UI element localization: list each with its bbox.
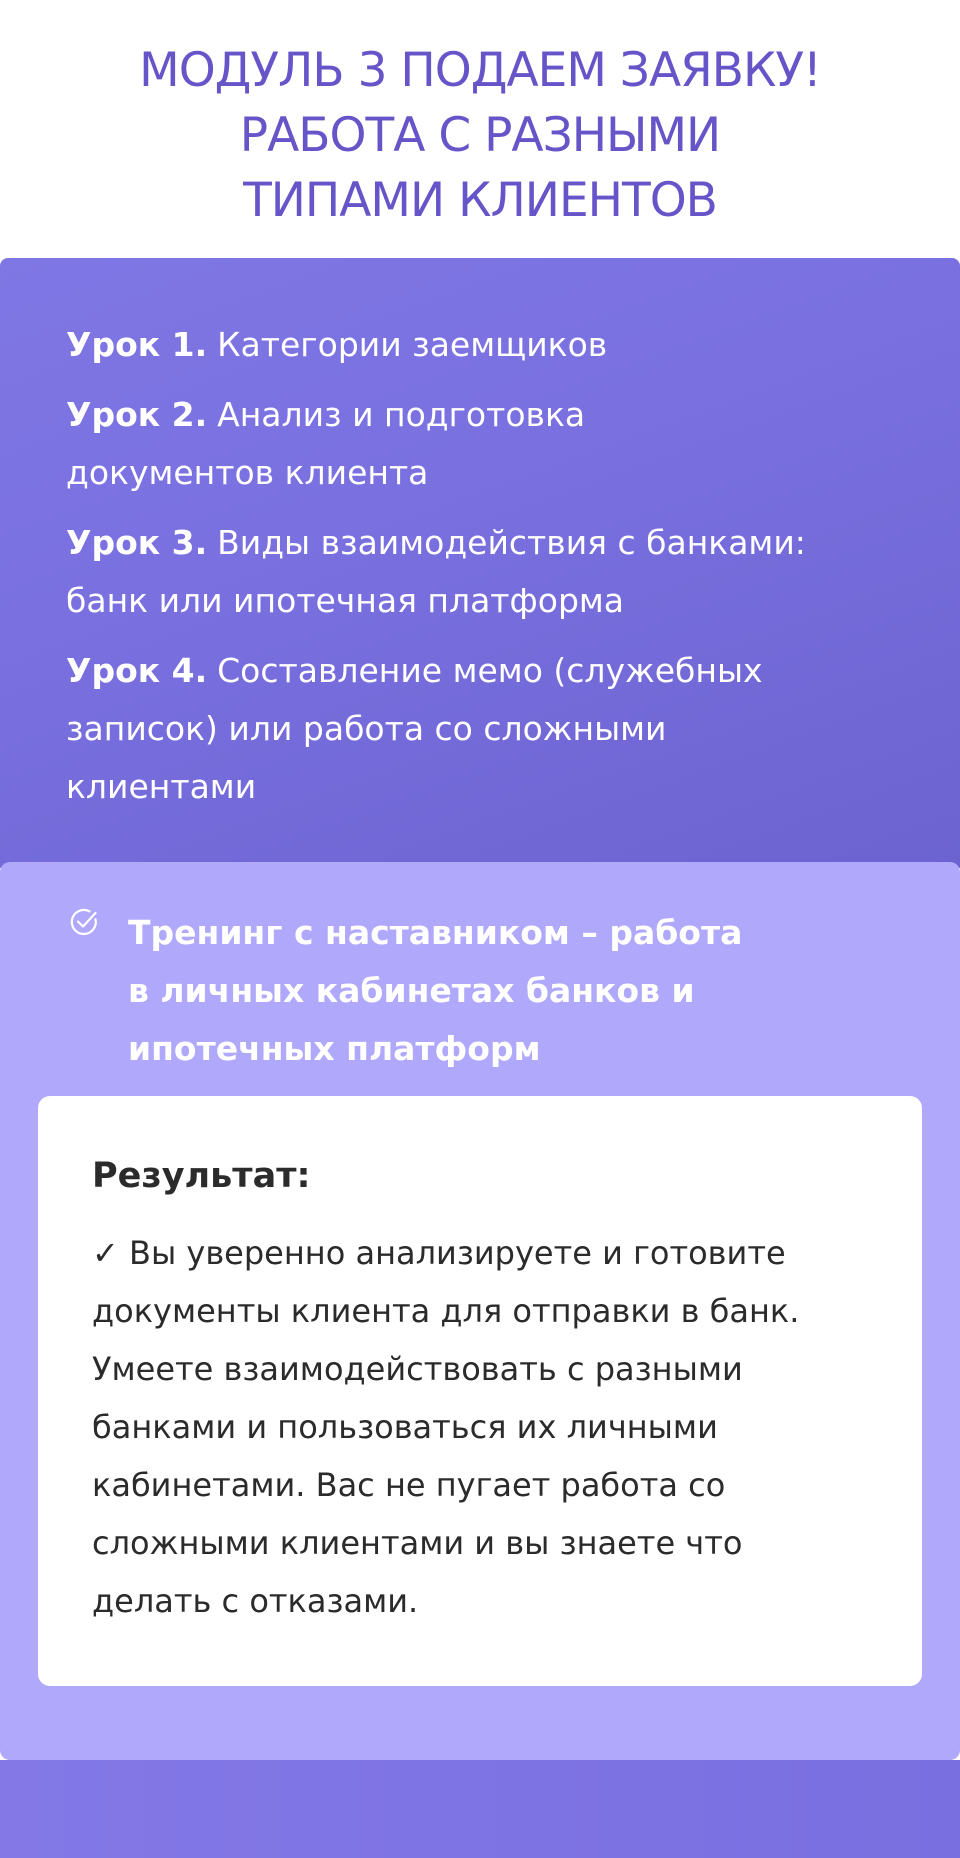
training-line: Тренинг с наставником – работа	[128, 913, 743, 952]
lesson-text: Виды взаимодействия с банками:	[217, 523, 806, 562]
lesson-number: Урок 1.	[66, 325, 208, 364]
lesson-item	[66, 642, 866, 816]
result-card	[38, 1096, 922, 1686]
training-line: ипотечных платформ	[128, 1029, 541, 1068]
lesson-text: документов клиента	[66, 453, 429, 492]
module-title-line: МОДУЛЬ 3 ПОДАЕМ ЗАЯВКУ!	[139, 43, 821, 98]
lesson-item	[66, 316, 866, 374]
lesson-text: банк или ипотечная платформа	[66, 581, 625, 620]
check-circle-icon	[68, 906, 100, 938]
module-title	[0, 38, 960, 233]
lesson-number: Урок 2.	[66, 395, 208, 434]
result-line: делать с отказами.	[92, 1582, 419, 1620]
lesson-text: Категории заемщиков	[217, 325, 608, 364]
result-text	[92, 1224, 882, 1630]
lesson-item	[66, 386, 866, 502]
lesson-text: Анализ и подготовка	[217, 395, 586, 434]
training-panel	[0, 862, 960, 1760]
lesson-number: Урок 4.	[66, 651, 208, 690]
training-line: в личных кабинетах банков и	[128, 971, 695, 1010]
result-line: кабинетами. Вас не пугает работа со	[92, 1466, 726, 1504]
module-title-line: РАБОТА С РАЗНЫМИ	[239, 108, 721, 163]
result-line: документы клиента для отправки в банк.	[92, 1292, 800, 1330]
lesson-item	[66, 514, 866, 630]
bottom-band	[0, 1760, 960, 1858]
result-heading: Результат:	[92, 1156, 311, 1196]
lessons-panel	[0, 258, 960, 868]
lesson-text: клиентами	[66, 767, 257, 806]
result-line: банками и пользоваться их личными	[92, 1408, 718, 1446]
result-line: сложными клиентами и вы знаете что	[92, 1524, 743, 1562]
result-line: ✓ Вы уверенно анализируете и готовите	[92, 1234, 786, 1272]
result-line: Умеете взаимодействовать с разными	[92, 1350, 743, 1388]
lesson-list	[66, 316, 866, 828]
module-title-line: ТИПАМИ КЛИЕНТОВ	[243, 173, 717, 228]
training-text	[128, 904, 768, 1078]
lesson-number: Урок 3.	[66, 523, 208, 562]
lesson-text: Составление мемо (служебных	[217, 651, 763, 690]
lesson-text: записок) или работа со сложными	[66, 709, 667, 748]
